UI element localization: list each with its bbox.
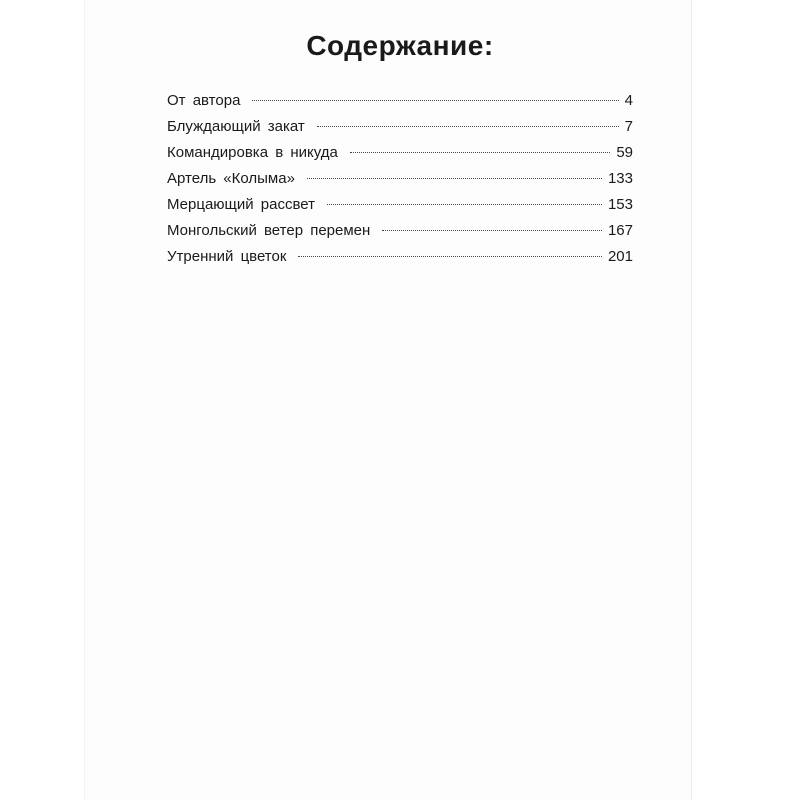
toc-dot-leader: [350, 152, 610, 153]
toc-page-number: 167: [607, 222, 633, 239]
toc-page-number: 153: [607, 196, 633, 213]
toc-dot-leader: [307, 178, 602, 179]
toc-page-number: 133: [607, 170, 633, 187]
toc-entry-title: От автора: [167, 92, 241, 109]
toc-dot-leader: [252, 100, 618, 101]
toc-entry-title: Командировка в никуда: [167, 144, 338, 161]
toc-entry: [167, 92, 633, 118]
toc-entry: [167, 222, 633, 248]
toc-entry-title: Монгольский ветер перемен: [167, 222, 371, 239]
toc-entry-title: Мерцающий рассвет: [167, 196, 315, 213]
toc-entry-title: Артель «Колыма»: [167, 170, 295, 187]
toc-entry: [167, 144, 633, 170]
toc-page-number: 4: [624, 92, 633, 109]
toc-dot-leader: [382, 230, 602, 231]
toc-dot-leader: [298, 256, 602, 257]
toc-entry-title: Блуждающий закат: [167, 118, 305, 135]
toc-dot-leader: [327, 204, 602, 205]
toc-entry: [167, 170, 633, 196]
toc-entry: [167, 118, 633, 144]
toc-entry: [167, 248, 633, 274]
page-title: Содержание:: [306, 30, 494, 61]
toc-page-number: 59: [616, 144, 633, 161]
toc-page-number: 201: [607, 248, 633, 265]
toc-page-number: 7: [624, 118, 633, 135]
toc-dot-leader: [317, 126, 619, 127]
toc-entry: [167, 196, 633, 222]
table-of-contents: [167, 92, 633, 274]
toc-entry-title: Утренний цветок: [167, 248, 287, 265]
